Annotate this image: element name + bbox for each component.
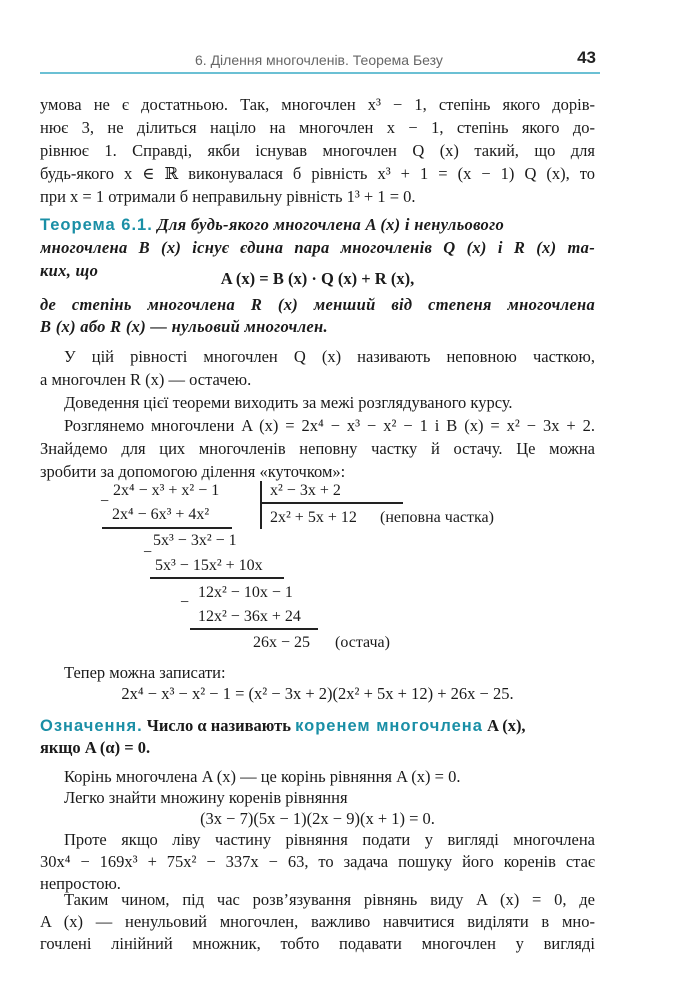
conclusion-formula: 2x⁴ − x³ − x² − 1 = (x² − 3x + 2)(2x² + 5x + 12) + 26x − 25. — [121, 684, 514, 703]
page-number: 43 — [577, 48, 596, 67]
paragraph-line: У цій рівності многочлен Q (x) називають неповною часткою, — [64, 347, 595, 366]
definition-line-1 — [40, 715, 595, 737]
paragraph-line: нює 3, не ділиться націло на многочлен x − 1, степінь якого до- — [40, 118, 595, 137]
paragraph-line: будь-якого x ∈ ℝ виконувалася б рівність x³ + 1 = (x − 1) Q (x), то — [40, 164, 595, 183]
subtrahend-1: 2x⁴ − 6x³ + 4x² — [112, 506, 210, 523]
theorem-line-5: B (x) або R (x) — нульовий многочлен. — [40, 317, 328, 336]
subtrahend-2: 5x³ − 15x² + 10x — [155, 557, 263, 574]
paragraph-line: Легко знайти множину коренів рівняння — [64, 788, 348, 807]
subtrahend-3: 12x² − 36x + 24 — [198, 608, 301, 625]
paragraph-line: рівнює 1. Справді, якби існував многочлен Q (x) такий, що для — [40, 141, 595, 160]
paragraph-line: а многочлен R (x) — остачею. — [40, 370, 252, 389]
division-minus: − — [100, 493, 110, 510]
conclusion-text: Тепер можна записати: — [64, 663, 226, 682]
quotient: 2x² + 5x + 12 — [270, 509, 357, 526]
definition-text: A (x), — [487, 716, 526, 735]
divisor: x² − 3x + 2 — [270, 482, 341, 499]
definition-label: Означення. — [40, 717, 143, 735]
paragraph-line: гочлені лінійний множник, тобто подавати многочлен у вигляді — [40, 934, 595, 953]
theorem-line-1 — [40, 214, 595, 236]
remainder-2: 12x² − 10x − 1 — [198, 584, 293, 601]
paragraph-line: Таким чином, під час розв’язування рівнянь виду A (x) = 0, де — [64, 890, 595, 909]
theorem-line-4: де степінь многочлена R (x) менший від степеня многочлена — [40, 295, 595, 314]
theorem-text: Для будь-якого многочлена A (x) і ненульового — [157, 215, 505, 234]
paragraph-line: непростою. — [40, 874, 121, 893]
division-rule-3 — [190, 628, 318, 630]
remainder-1: 5x³ − 3x² − 1 — [153, 532, 237, 549]
division-minus: − — [180, 594, 190, 611]
division-rule-2 — [150, 577, 284, 579]
theorem-label: Теорема 6.1. — [40, 216, 153, 234]
paragraph-line: A (x) — ненульовий многочлен, важливо навчитися виділяти в мно- — [40, 912, 595, 931]
quotient-label: (неповна частка) — [380, 509, 494, 526]
header-rule — [40, 72, 600, 74]
header-title: 6. Ділення многочленів. Теорема Безу — [195, 52, 443, 68]
paragraph-line: Корінь многочлена A (x) — це корінь рівняння A (x) = 0. — [64, 767, 461, 786]
theorem-line-2: многочлена B (x) існує єдина пара многочленів Q (x) і R (x) та- — [40, 238, 595, 257]
paragraph-line: при x = 1 отримали б неправильну рівність 1³ + 1 = 0. — [40, 187, 416, 206]
remainder-label: (остача) — [335, 634, 390, 651]
division-minus: − — [143, 544, 153, 561]
paragraph-line: Знайдемо для цих многочленів неповну частку й остачу. Це можна — [40, 439, 595, 458]
paragraph-line: умова не є достатньою. Так, многочлен x³ − 1, степінь якого дорів- — [40, 95, 595, 114]
paragraph-line: Розглянемо многочлени A (x) = 2x⁴ − x³ − x² − 1 і B (x) = x² − 3x + 2. — [64, 416, 595, 435]
division-rule-1 — [102, 527, 232, 529]
theorem-formula: A (x) = B (x) · Q (x) + R (x), — [220, 269, 415, 288]
theorem-line-3: ких, що — [40, 261, 99, 280]
definition-text: Число α називають — [146, 716, 291, 735]
definition-term: коренем многочлена — [295, 717, 483, 735]
definition-line-2: якщо A (α) = 0. — [40, 738, 151, 757]
paragraph-line: 30x⁴ − 169x³ + 75x² − 337x − 63, то задача пошуку його коренів стає — [40, 852, 595, 871]
equation: (3x − 7)(5x − 1)(2x − 9)(x + 1) = 0. — [200, 809, 435, 828]
paragraph-line: Доведення цієї теореми виходить за межі розглядуваного курсу. — [64, 393, 513, 412]
dividend: 2x⁴ − x³ + x² − 1 — [113, 482, 220, 499]
final-remainder: 26x − 25 — [253, 634, 311, 651]
division-vertical-bar — [260, 481, 262, 529]
page-header — [40, 38, 600, 74]
paragraph-line: Проте якщо ліву частину рівняння подати у вигляді многочлена — [64, 830, 595, 849]
paragraph-line: зробити за допомогою ділення «куточком»: — [40, 462, 346, 481]
divisor-rule — [261, 502, 403, 504]
